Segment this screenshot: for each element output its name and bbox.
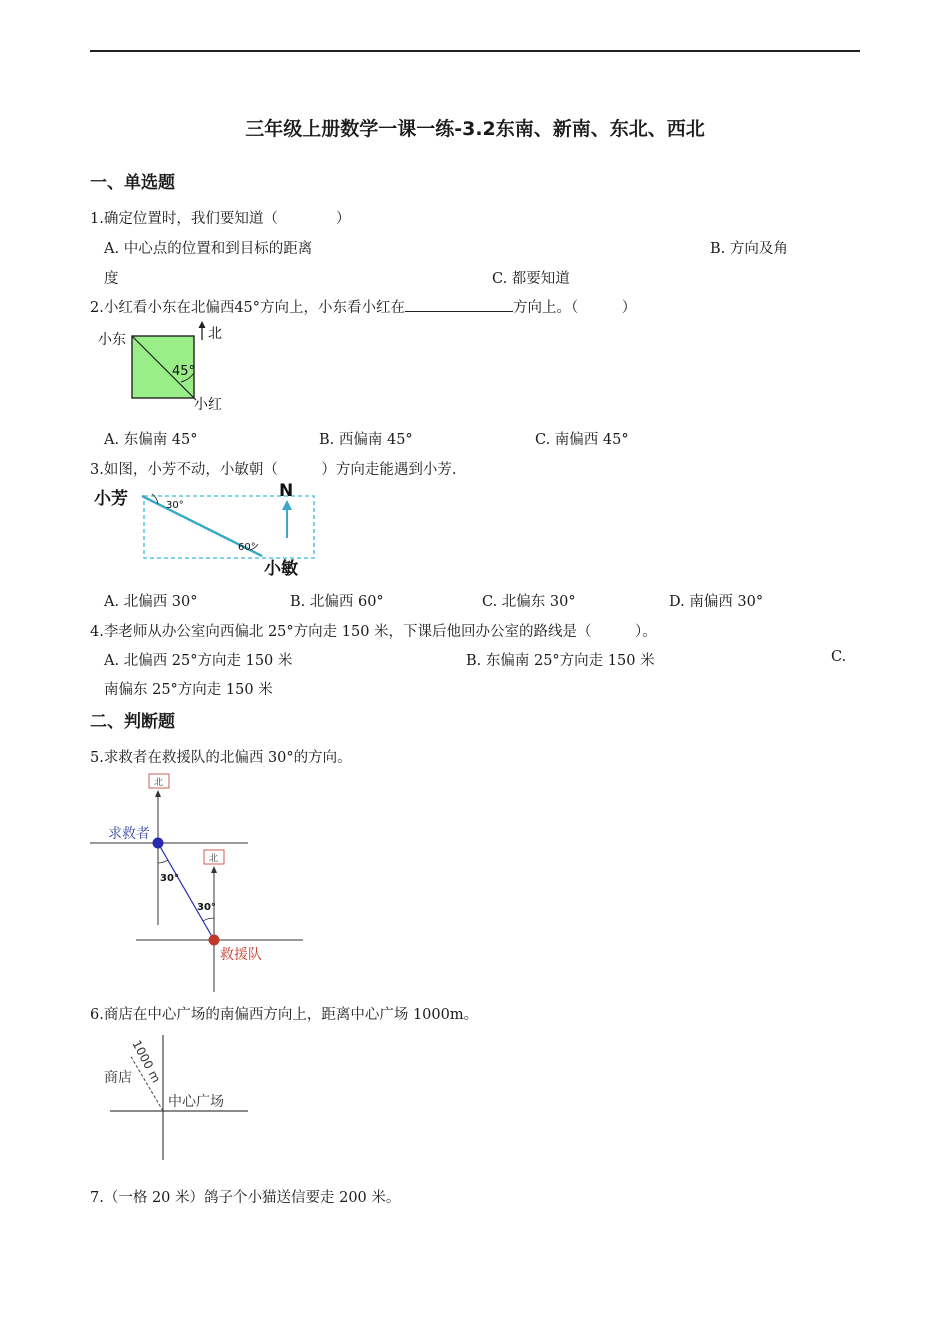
answer-blank <box>405 297 513 312</box>
label-north-n: N <box>279 481 294 501</box>
label-rescue-team: 救援队 <box>220 947 262 963</box>
question-2-option-b[interactable]: B. 西偏南 45° <box>319 432 413 448</box>
section-heading-true-false: 二、判断题 <box>90 712 175 732</box>
question-7-text: 7.（一格 20 米）鸽子个小猫送信要走 200 米。 <box>90 1190 401 1206</box>
question-4-option-a[interactable]: A. 北偏西 25°方向走 150 米 <box>104 653 293 669</box>
question-1-option-b[interactable]: B. 方向及角 <box>710 241 788 257</box>
north-arrow-head <box>282 500 292 510</box>
north-arrow-head <box>199 321 206 328</box>
label-xiaodong: 小东 <box>98 332 126 348</box>
label-bei-1: 北 <box>154 778 164 788</box>
upper-arrow-head <box>155 790 161 797</box>
question-5-figure <box>90 770 305 992</box>
section-heading-single-choice: 一、单选题 <box>90 173 175 193</box>
question-2-text-post: 方向上。（ ） <box>513 300 637 316</box>
seeker-point <box>153 838 164 849</box>
question-4-option-c-continued: 南偏东 25°方向走 150 米 <box>104 682 273 698</box>
question-6-figure <box>100 1035 250 1160</box>
label-angle-30-upper: 30° <box>160 873 179 884</box>
question-3-text: 3.如图，小芳不动，小敏朝（ ）方向走能遇到小芳. <box>90 462 457 478</box>
rescue-team-point <box>209 935 220 946</box>
question-2-text <box>90 296 636 317</box>
label-angle-60: 60° <box>238 542 256 553</box>
question-3-option-b[interactable]: B. 北偏西 60° <box>290 594 384 610</box>
question-3-figure <box>92 480 312 580</box>
question-5-text: 5.求救者在救援队的北偏西 30°的方向。 <box>90 750 352 766</box>
header-rule <box>90 50 860 52</box>
label-angle-45: 45° <box>172 364 196 379</box>
question-4-option-b[interactable]: B. 东偏南 25°方向走 150 米 <box>466 653 655 669</box>
angle-arc-1 <box>158 860 168 863</box>
label-center-square: 中心广场 <box>168 1094 224 1110</box>
question-3-option-d[interactable]: D. 南偏西 30° <box>669 594 764 610</box>
question-1-option-c[interactable]: C. 都要知道 <box>492 271 570 287</box>
label-xiaomin: 小敏 <box>264 559 298 579</box>
question-2-option-c[interactable]: C. 南偏西 45° <box>535 432 629 448</box>
question-2-figure <box>96 320 236 420</box>
label-xiaofang: 小芳 <box>94 489 128 509</box>
lower-arrow-head <box>211 866 217 873</box>
question-1-text: 1.确定位置时，我们要知道（ ） <box>90 211 351 227</box>
label-bei-2: 北 <box>209 854 219 864</box>
question-1-option-a[interactable]: A. 中心点的位置和到目标的距离 <box>104 241 313 257</box>
question-2-text-pre: 2.小红看小东在北偏西45°方向上，小东看小红在 <box>90 300 406 316</box>
label-xiaohong: 小红 <box>194 397 222 413</box>
label-angle-30: 30° <box>166 500 184 511</box>
question-3-option-a[interactable]: A. 北偏西 30° <box>104 594 198 610</box>
label-seeker: 求救者 <box>108 826 150 842</box>
question-4-option-c[interactable]: C. <box>831 649 847 665</box>
label-angle-30-lower: 30° <box>197 902 216 913</box>
question-6-text: 6.商店在中心广场的南偏西方向上，距离中心广场 1000m。 <box>90 1007 479 1023</box>
angle-arc-2 <box>203 918 214 921</box>
label-distance: 1000 m <box>129 1037 164 1086</box>
question-1-option-b-continued: 度 <box>104 271 119 287</box>
question-3-option-c[interactable]: C. 北偏东 30° <box>482 594 576 610</box>
page-title: 三年级上册数学一课一练-3.2东南、新南、东北、西北 <box>245 118 705 140</box>
question-2-option-a[interactable]: A. 东偏南 45° <box>104 432 198 448</box>
question-4-text: 4.李老师从办公室向西偏北 25°方向走 150 米，下课后他回办公室的路线是（ ）。 <box>90 624 657 640</box>
label-shop: 商店 <box>104 1070 132 1086</box>
label-bei: 北 <box>208 326 222 342</box>
